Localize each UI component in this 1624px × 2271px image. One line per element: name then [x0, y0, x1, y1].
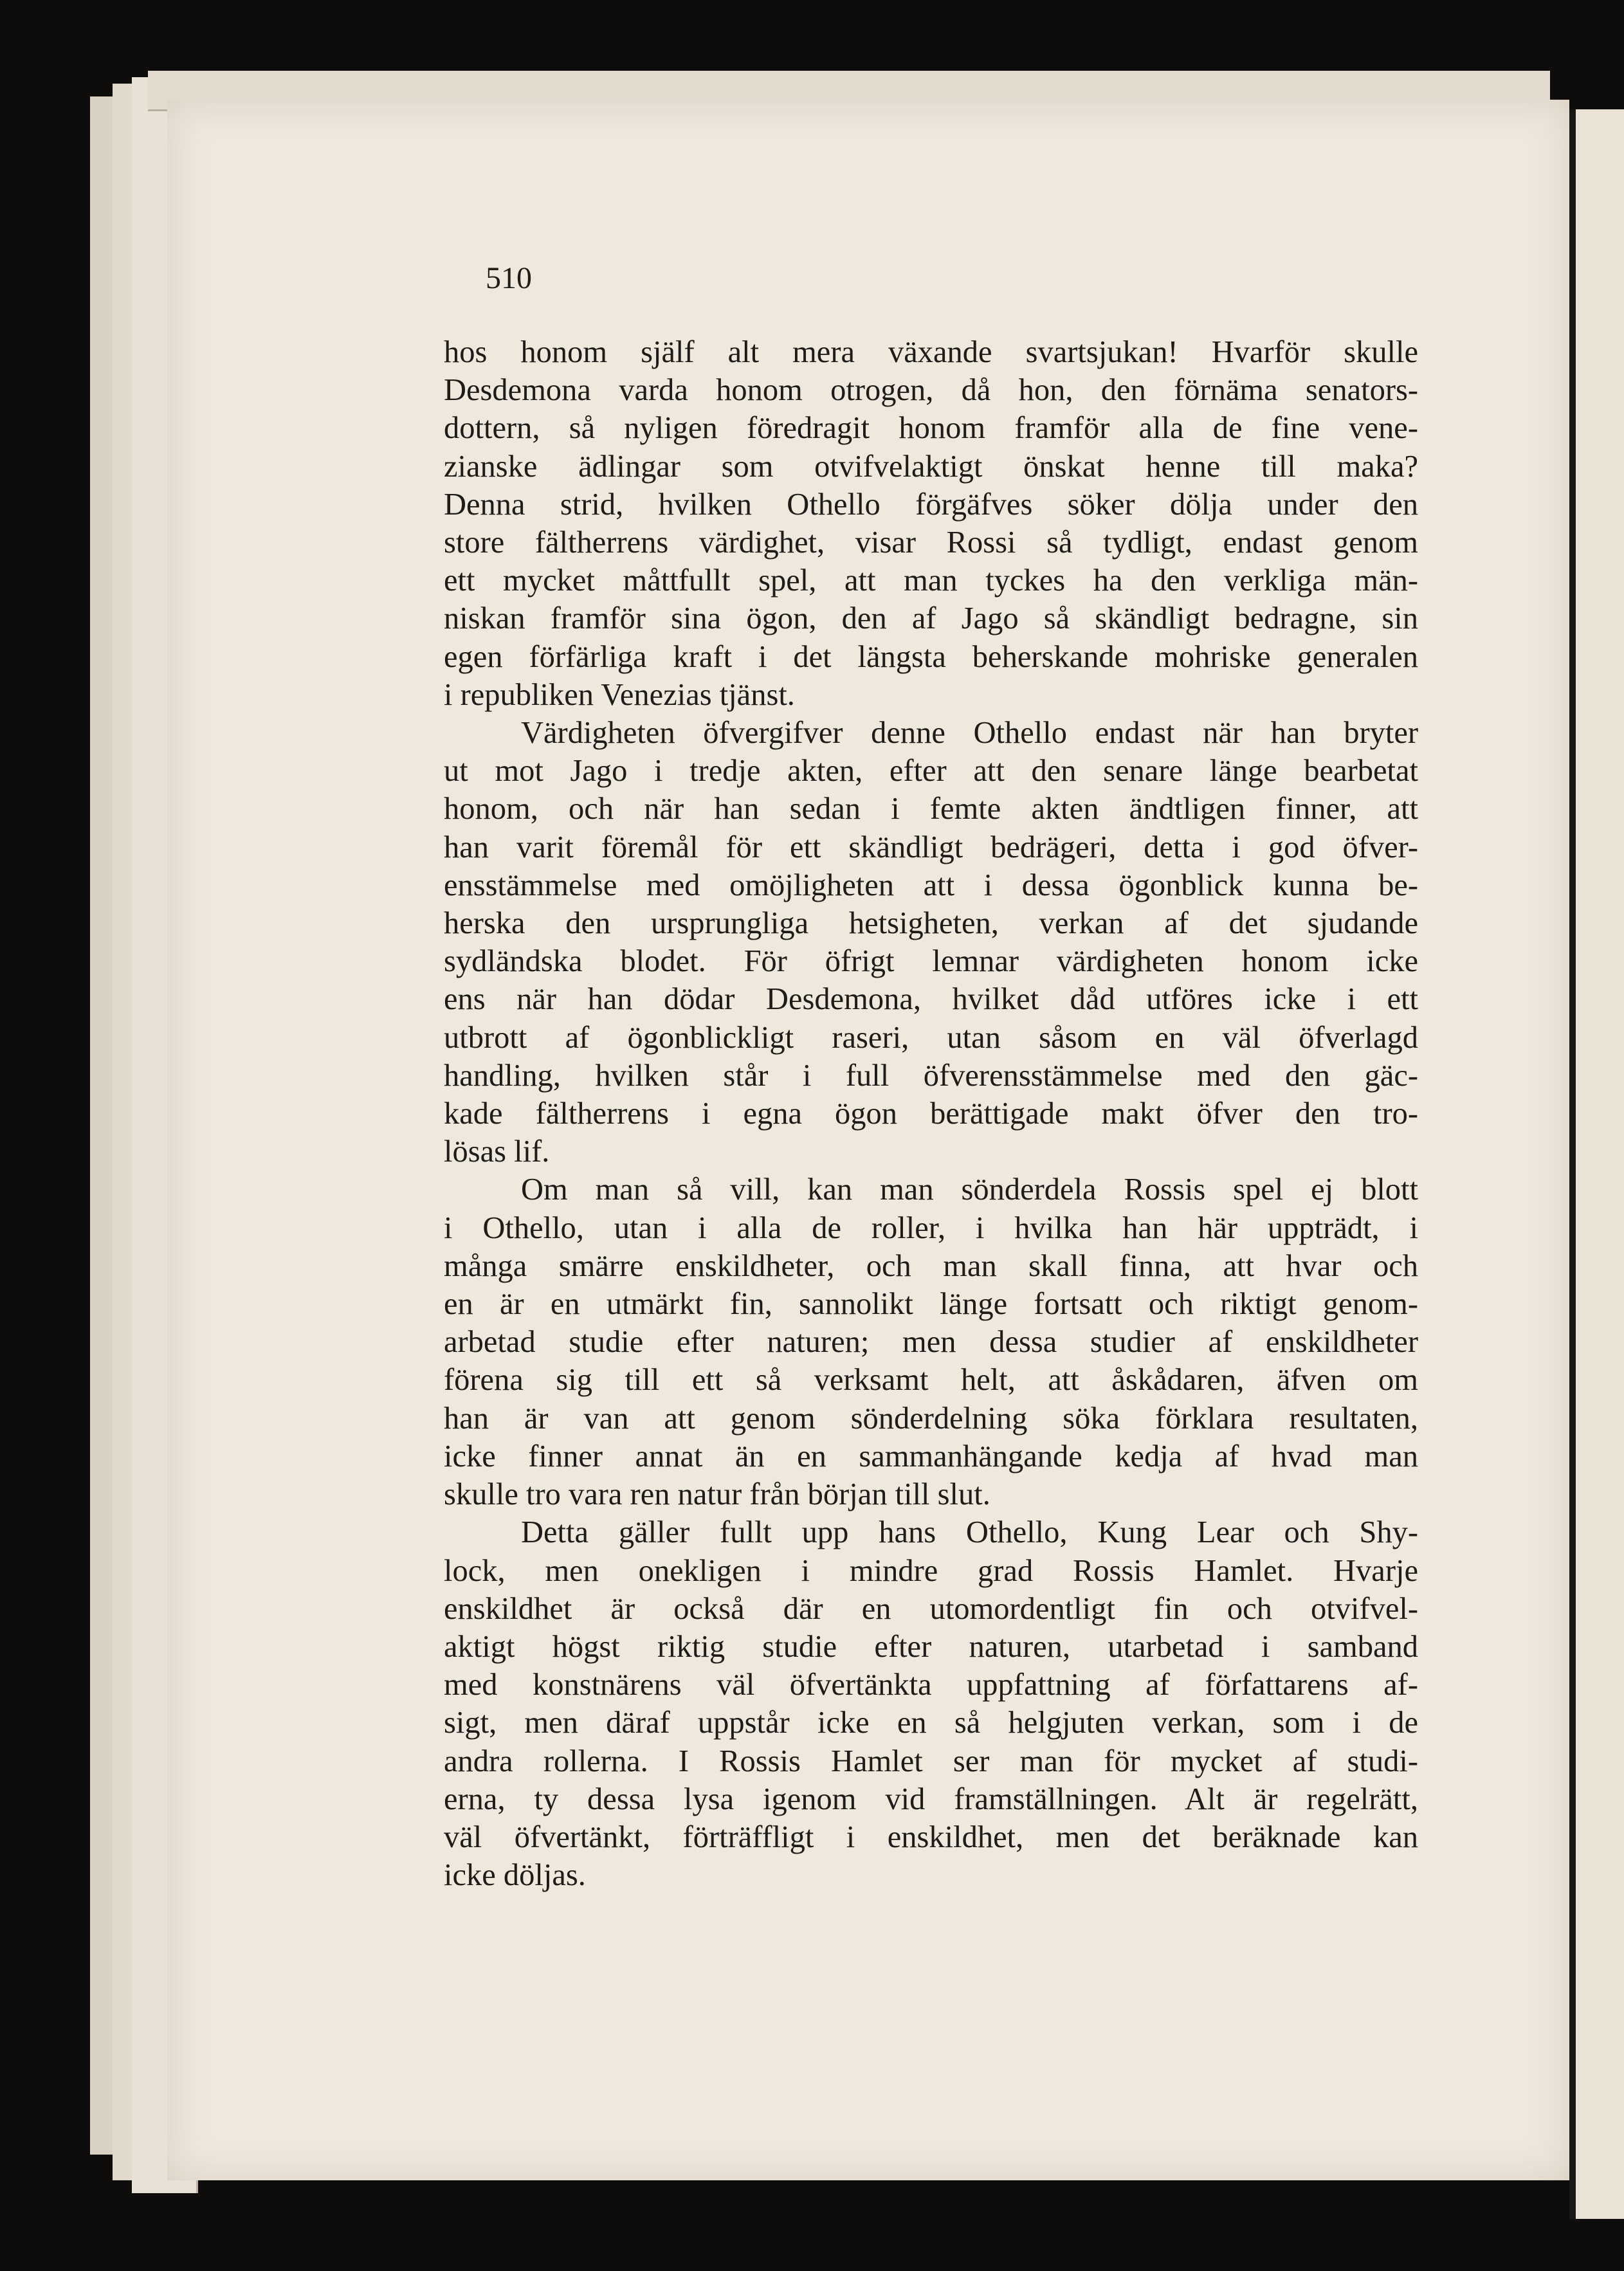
text-line: många smärre enskildheter, och man skall finna, att hvar och: [444, 1248, 1418, 1283]
text-line: kade fältherrens i egna ögon berättigade makt öfver den tro-: [444, 1097, 1418, 1131]
text-line: zianske ädlingar som otvifvelaktigt önskat henne till maka?: [444, 449, 1418, 484]
text-line: erna, ty dessa lysa igenom vid framställningen. Alt är regelrätt,: [444, 1782, 1418, 1816]
text-line: ens när han dödar Desdemona, hvilket dåd utföres icke i ett: [444, 982, 1418, 1017]
text-line: ett mycket måttfullt spel, att man tyckes ha den verkliga män-: [444, 563, 1418, 598]
text-line: honom, och när han sedan i femte akten ändtligen finner, att: [444, 792, 1418, 826]
text-line: lock, men onekligen i mindre grad Rossis Hamlet. Hvarje: [444, 1553, 1418, 1588]
text-line: Värdigheten öfvergifver denne Othello endast när han bryter: [521, 716, 1418, 751]
facing-page-edge: [1569, 109, 1624, 2219]
text-line: enskildhet är också där en utomordentligt fin och otvifvel-: [444, 1591, 1418, 1626]
text-line: hos honom själf alt mera växande svartsjukan! Hvarför skulle: [444, 335, 1418, 369]
text-line: lösas lif.: [444, 1135, 550, 1169]
text-line: en är en utmärkt fin, sannolikt länge fortsatt och riktigt genom-: [444, 1287, 1418, 1322]
text-line: arbetad studie efter naturen; men dessa studier af enskildheter: [444, 1325, 1418, 1360]
text-line: han varit föremål för ett skändligt bedrägeri, detta i god öfver-: [444, 830, 1418, 864]
text-line: i republiken Venezias tjänst.: [444, 677, 795, 712]
text-line: andra rollerna. I Rossis Hamlet ser man för mycket af studi-: [444, 1744, 1418, 1778]
text-line: i Othello, utan i alla de roller, i hvilka han här uppträdt, i: [444, 1210, 1418, 1245]
text-line: med konstnärens väl öfvertänkta uppfattning af författarens af-: [444, 1668, 1418, 1702]
text-line: skulle tro vara ren natur från början till slut.: [444, 1477, 990, 1512]
page-number: 510: [486, 261, 532, 295]
text-line: Desdemona varda honom otrogen, då hon, den förnäma senators-: [444, 373, 1418, 408]
text-line: store fältherrens värdighet, visar Rossi så tydligt, endast genom: [444, 525, 1418, 560]
text-line: herska den ursprungliga hetsigheten, verkan af det sjudande: [444, 906, 1418, 941]
text-line: Denna strid, hvilken Othello förgäfves söker dölja under den: [444, 487, 1418, 522]
text-line: utbrott af ögonblickligt raseri, utan såsom en väl öfverlagd: [444, 1020, 1418, 1055]
text-line: aktigt högst riktig studie efter naturen, utarbetad i samband: [444, 1629, 1418, 1664]
text-line: Om man så vill, kan man sönderdela Rossis spel ej blott: [521, 1172, 1418, 1207]
text-line: Detta gäller fullt upp hans Othello, Kung Lear och Shy-: [521, 1515, 1418, 1550]
text-line: han är van att genom sönderdelning söka förklara resultaten,: [444, 1401, 1418, 1436]
text-line: dottern, så nyligen föredragit honom framför alla de fine vene-: [444, 411, 1418, 446]
text-line: egen förfärliga kraft i det längsta beherskande mohriske generalen: [444, 639, 1418, 674]
text-line: väl öfvertänkt, förträffligt i enskildhet, men det beräknade kan: [444, 1820, 1418, 1854]
text-line: icke finner annat än en sammanhängande kedja af hvad man: [444, 1439, 1418, 1473]
text-line: förena sig till ett så verksamt helt, att åskådaren, äfven om: [444, 1363, 1418, 1398]
text-line: ensstämmelse med omöjligheten att i dessa ögonblick kunna be-: [444, 868, 1418, 902]
text-line: ut mot Jago i tredje akten, efter att den senare länge bearbetat: [444, 754, 1418, 789]
text-line: icke döljas.: [444, 1858, 586, 1893]
text-line: sydländska blodet. För öfrigt lemnar värdigheten honom icke: [444, 944, 1418, 979]
text-line: niskan framför sina ögon, den af Jago så skändligt bedragne, sin: [444, 601, 1418, 636]
text-line: sigt, men däraf uppstår icke en så helgjuten verkan, som i de: [444, 1706, 1418, 1740]
text-line: handling, hvilken står i full öfverensstämmelse med den gäc-: [444, 1058, 1418, 1093]
body-text: [444, 333, 1418, 1894]
